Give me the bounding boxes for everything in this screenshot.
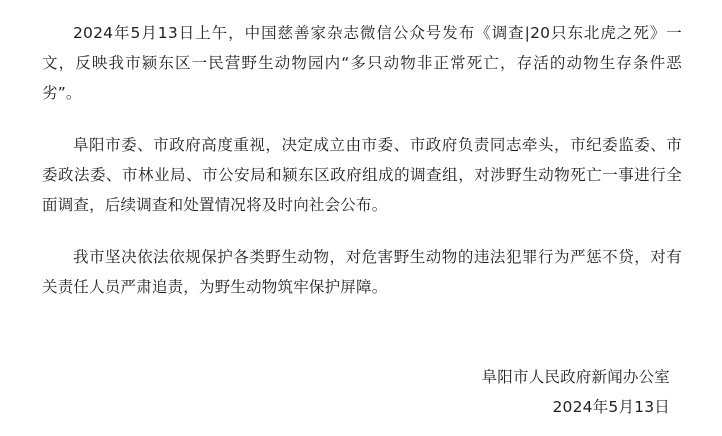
signature-block: [42, 362, 682, 426]
paragraph-1: 2024年5月13日上午，中国慈善家杂志微信公众号发布《调查|20只东北虎之死》一文，反映我市颍东区一民营野生动物园内“多只动物非正常死亡，存活的动物生存条件恶劣”。: [42, 24, 682, 102]
paragraph-2: 阜阳市委、市政府高度重视，决定成立由市委、市政府负责同志牵头，市纪委监委、市委政法委、市林业局、市公安局和颍东区政府组成的调查组，对涉野生动物死亡一事进行全面调查，后续调查和处置情况将及时向社会公布。: [42, 136, 682, 214]
signature-date: 2024年5月13日: [552, 398, 670, 416]
signature-issuer: 阜阳市人民政府新闻办公室: [481, 368, 670, 386]
paragraph-3: 我市坚决依法依规保护各类野生动物，对危害野生动物的违法犯罪行为严惩不贷，对有关责任人员严肃追责，为野生动物筑牢保护屏障。: [42, 248, 682, 296]
